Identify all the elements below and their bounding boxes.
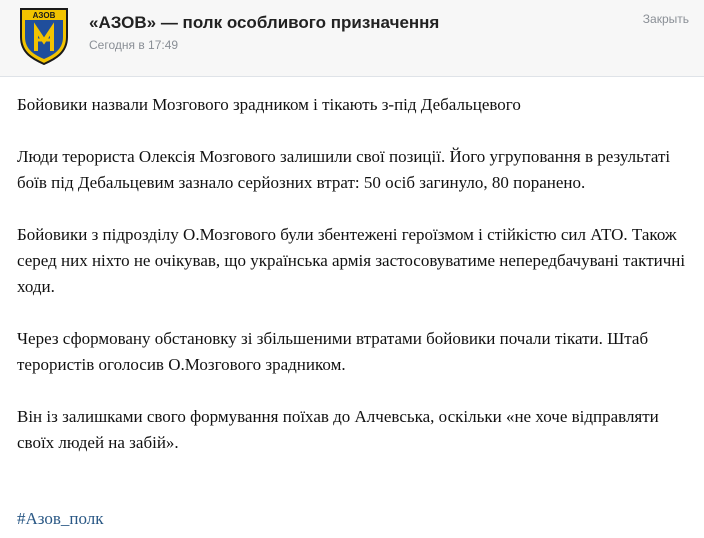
post-header [0, 0, 704, 77]
page-title[interactable]: «АЗОВ» — полк особливого призначення [89, 13, 440, 32]
hashtag-link[interactable]: #Азов_полк [17, 509, 104, 528]
azov-emblem-icon[interactable] [19, 7, 69, 65]
post-paragraph: Він із залишками свого формування поїхав до Алчевська, оскільки «не хоче відправляти своїх людей на забій». [17, 407, 659, 452]
close-button[interactable]: Закрыть [642, 12, 689, 26]
post-timestamp[interactable]: Сегодня в 17:49 [89, 38, 179, 52]
post-paragraph: Люди терориста Олексія Мозгового залишили свої позиції. Його угруповання в результаті боїв під Дебальцевим зазнало серйозних втрат: 50 осіб загинуло, 80 поранено. [17, 147, 671, 192]
svg-text:АЗОВ: АЗОВ [32, 11, 56, 20]
post-headline: Бойовики назвали Мозгового зрадником і тікають з-під Дебальцевого [17, 95, 521, 114]
post-body [17, 92, 689, 482]
post-paragraph: Бойовики з підрозділу О.Мозгового були збентежені героїзмом і стійкістю сил АТО. Також серед них ніхто не очікував, що українська армія застосовуватиме непередбачувані тактичні ходи. [17, 225, 686, 296]
post-paragraph: Через сформовану обстановку зі збільшеними втратами бойовики почали тікати. Штаб терористів оголосив О.Мозгового зрадником. [17, 329, 649, 374]
